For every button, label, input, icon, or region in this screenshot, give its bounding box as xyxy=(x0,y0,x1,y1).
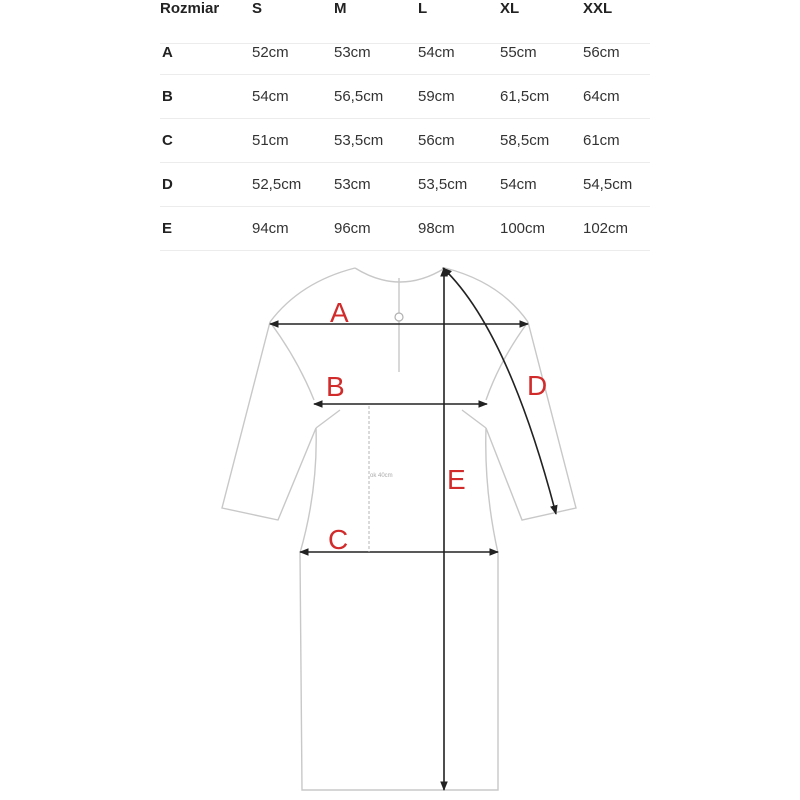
table-cell: 53cm xyxy=(334,44,371,61)
table-cell: 56cm xyxy=(418,132,455,149)
left-armhole xyxy=(270,322,314,400)
label-d: D xyxy=(527,370,548,401)
header-size-xl: XL xyxy=(500,0,520,17)
table-cell: 61,5cm xyxy=(500,88,550,105)
table-cell: 100cm xyxy=(500,220,546,237)
dress-outline xyxy=(222,268,576,790)
table-cell: 52,5cm xyxy=(252,176,302,193)
measurement-lines xyxy=(270,268,556,790)
label-b: B xyxy=(326,371,345,402)
table-cell: 58,5cm xyxy=(500,132,550,149)
header-size-xxl: XXL xyxy=(583,0,613,17)
table-cell: 59cm xyxy=(418,88,455,105)
label-c: C xyxy=(328,524,349,555)
table-row-a xyxy=(0,31,660,75)
label-a: A xyxy=(330,297,349,328)
table-cell: 53,5cm xyxy=(334,132,384,149)
table-cell: 54cm xyxy=(500,176,537,193)
row-label: C xyxy=(162,132,173,149)
neckline xyxy=(355,268,445,282)
header-corner-label: Rozmiar xyxy=(160,0,220,17)
table-row-c xyxy=(0,119,660,163)
right-armhole xyxy=(486,322,528,400)
table-cell: 56cm xyxy=(583,44,620,61)
right-side-upper xyxy=(486,428,498,553)
table-cell: 55cm xyxy=(500,44,537,61)
right-dart xyxy=(462,410,486,428)
button-icon xyxy=(395,313,403,321)
table-row-b xyxy=(0,75,660,119)
skirt xyxy=(300,553,498,790)
table-cell: 54,5cm xyxy=(583,176,633,193)
table-cell: 102cm xyxy=(583,220,629,237)
table-cell: 51cm xyxy=(252,132,289,149)
row-label: A xyxy=(162,44,173,61)
left-sleeve xyxy=(222,322,316,520)
left-dart xyxy=(316,410,340,428)
right-shoulder xyxy=(445,268,528,322)
label-e: E xyxy=(447,464,466,495)
waist-note-text: ok 40cm xyxy=(370,473,393,479)
table-cell: 98cm xyxy=(418,220,455,237)
table-cell: 53,5cm xyxy=(418,176,468,193)
table-cell: 54cm xyxy=(418,44,455,61)
row-label: D xyxy=(162,176,173,193)
table-cell: 61cm xyxy=(583,132,620,149)
table-cell: 56,5cm xyxy=(334,88,384,105)
table-cell: 64cm xyxy=(583,88,620,105)
table-cell: 53cm xyxy=(334,176,371,193)
table-cell: 52cm xyxy=(252,44,289,61)
table-row-e xyxy=(0,207,660,251)
dress-measurement-diagram xyxy=(0,250,800,800)
table-cell: 54cm xyxy=(252,88,289,105)
table-cell: 96cm xyxy=(334,220,371,237)
row-label: E xyxy=(162,220,173,237)
row-label: B xyxy=(162,88,173,105)
header-size-m: M xyxy=(334,0,347,17)
header-size-s: S xyxy=(252,0,263,17)
header-size-l: L xyxy=(418,0,428,17)
table-row-d xyxy=(0,163,660,207)
table-cell: 94cm xyxy=(252,220,289,237)
